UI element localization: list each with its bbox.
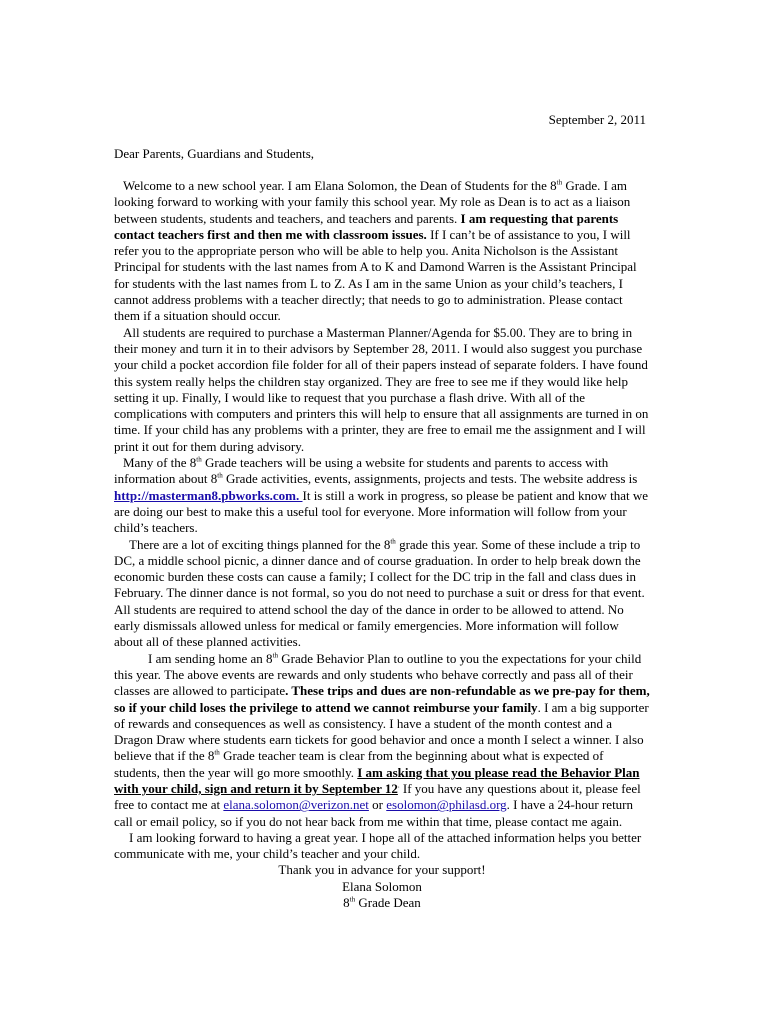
closing-thanks: Thank you in advance for your support! (278, 862, 486, 878)
email-link-verizon[interactable]: elana.solomon@verizon.net (223, 797, 369, 813)
request-contact-teachers-first: I am requesting that parents contact teachers first and then me with classroom issues. (114, 210, 619, 242)
salutation: Dear Parents, Guardians and Students, (114, 146, 315, 161)
paragraph-behavior-plan: I am sending home an 8th Grade Behavior Plan to outline to you the expectations for your child this year. The above events are rewards and only students who behave correctly and pass all of their classes are allowed to participate. These trips and dues are non-refundable as we pre-pay for them, so if your child loses the privilege to attend we cannot reimburse your family. I am a big supporter of rewards and consequences as well as consistency. I have a student of the month contest and a Dragon Draw where students earn tickets for good behavior and once a month I select a winner. I also believe that if the 8th Grade teacher team is clear from the beginning about what is expected of students, then the year will go more smoothly. I am asking that you please read the Behavior Plan with your child, sign and return it by September 12. If you have any questions about it, please feel free to contact me at elana.solomon@verizon.net or esolomon@philasd.org. I have a 24-hour return call or email policy, so if you do not hear back from me within that time, please contact me again. (114, 650, 650, 829)
paragraph-welcome: Welcome to a new school year. I am Elana Solomon, the Dean of Students for the 8th Grade. I am looking forward to working with your family this school year. My role as Dean is to act as a liaison between students, students and teachers, and teachers and parents. I am requesting that parents contact teachers first and then me with classroom issues. If I can’t be of assistance to you, I will refer you to the appropriate person who will be able to help you. Anita Nicholson is the Assistant Principal for students with the last names from A to K and Damond Warren is the Assistant Principal for students with the last names from L to Z. As I am in the same Union as your child’s teachers, I cannot address problems with a teacher directly; that needs to go to administration. Please contact them if a situation should occur. (114, 178, 637, 324)
signature-title: 8th Grade Dean (343, 895, 421, 911)
signature-name: Elana Solomon (342, 878, 422, 894)
letter-body (114, 178, 650, 911)
paragraph-planner: All students are required to purchase a Masterman Planner/Agenda for $5.00. They are to bring in their money and turn it in to their advisors by September 28, 2011. I would also suggest you purchase your child a pocket accordion file folder for all of their papers instead of separate folders. I have found this system really helps the children stay organized. They are free to see me if they would like help setting it up. Finally, I would like to request that you purchase a flash drive. With all of the complications with computers and printers this will help to ensure that all assignments are turned in on time. If your child has any problems with a printer, they are free to email me the assignment and I will print it out for them during advisory. (114, 324, 649, 454)
non-refundable-notice: . These trips and dues are non-refundable as we pre-pay for them, so if your child loses the privilege to attend we cannot reimburse your family (114, 683, 650, 715)
behavior-plan-request: I am asking that you please read the Behavior Plan with your child, sign and return it by September 12 (114, 764, 640, 796)
website-link[interactable]: http://masterman8.pbworks.com. (114, 487, 303, 503)
email-link-philasd[interactable]: esolomon@philasd.org (386, 797, 507, 813)
paragraph-activities: There are a lot of exciting things planned for the 8th grade this year. Some of these include a trip to DC, a middle school picnic, a dinner dance and of course graduation. In order to help break down the economic burden these costs can cause a family; I collect for the DC trip in the fall and class dues in February. The dinner dance is not formal, so you do not need to purchase a suit or dress for that event. All students are required to attend school the day of the dance in order to be allowed to attend. No early dismissals allowed unless for medical or family emergencies. More information will follow about all of these planned activities. (114, 536, 645, 650)
letter-date: September 2, 2011 (548, 112, 646, 127)
paragraph-closing-wishes: I am looking forward to having a great year. I hope all of the attached information helps you better communicate with me, your child’s teacher and your child. (114, 829, 642, 862)
paragraph-website: Many of the 8th Grade teachers will be using a website for students and parents to access with information about 8th Grade activities, events, assignments, projects and tests. The website address is http://masterman8.pbworks.com. It is still a work in progress, so please be patient and know that we are doing our best to make this a useful tool for everyone. More information will follow from your child’s teachers. (114, 455, 649, 536)
